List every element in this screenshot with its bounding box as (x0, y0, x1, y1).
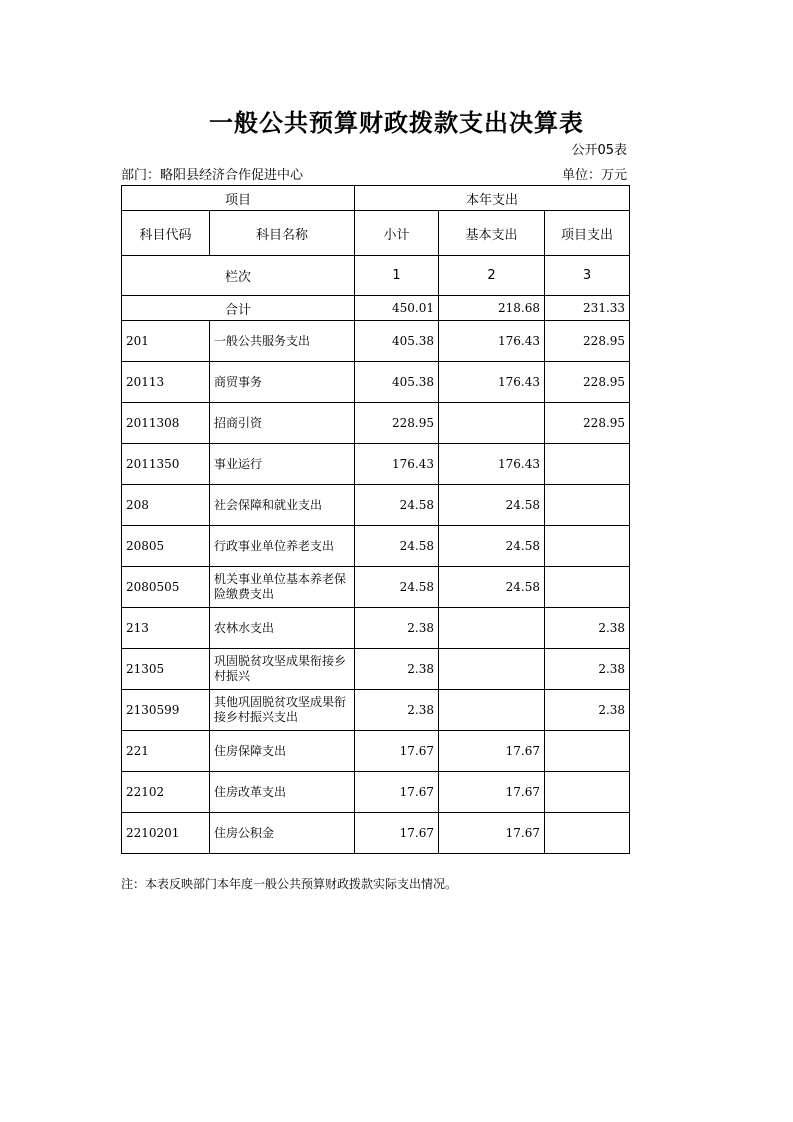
row-basic (439, 403, 545, 444)
budget-table (121, 185, 630, 854)
form-number: 公开05表 (571, 143, 627, 158)
row-basic (439, 690, 545, 731)
row-code: 2130599 (122, 690, 210, 731)
row-name: 农林水支出 (210, 608, 355, 649)
row-basic (439, 608, 545, 649)
column-number-2: 2 (439, 256, 545, 296)
row-basic: 17.67 (439, 813, 545, 854)
row-subtotal: 17.67 (355, 731, 439, 772)
column-number-3: 3 (545, 256, 630, 296)
table-row (122, 567, 630, 608)
table-row (122, 526, 630, 567)
header-row-1 (122, 186, 630, 211)
table-row (122, 690, 630, 731)
row-basic: 24.58 (439, 567, 545, 608)
row-project: 2.38 (545, 608, 630, 649)
row-subtotal: 17.67 (355, 813, 439, 854)
row-basic: 17.67 (439, 731, 545, 772)
row-project (545, 567, 630, 608)
row-project (545, 485, 630, 526)
total-project: 231.33 (545, 296, 630, 321)
header-current-year: 本年支出 (355, 186, 630, 211)
header-project: 项目支出 (545, 211, 630, 256)
table-row (122, 485, 630, 526)
row-basic: 17.67 (439, 772, 545, 813)
row-name: 住房保障支出 (210, 731, 355, 772)
total-subtotal: 450.01 (355, 296, 439, 321)
row-project: 228.95 (545, 321, 630, 362)
table-row (122, 321, 630, 362)
header-code: 科目代码 (122, 211, 210, 256)
row-code: 221 (122, 731, 210, 772)
header-row-2 (122, 211, 630, 256)
table-row (122, 403, 630, 444)
row-subtotal: 24.58 (355, 567, 439, 608)
table-row (122, 444, 630, 485)
column-number-1: 1 (355, 256, 439, 296)
row-code: 2011308 (122, 403, 210, 444)
row-code: 22102 (122, 772, 210, 813)
row-subtotal: 2.38 (355, 690, 439, 731)
table-row (122, 731, 630, 772)
table-row (122, 362, 630, 403)
row-basic: 24.58 (439, 526, 545, 567)
row-code: 20113 (122, 362, 210, 403)
row-subtotal: 405.38 (355, 362, 439, 403)
row-name: 行政事业单位养老支出 (210, 526, 355, 567)
page-title: 一般公共预算财政拨款支出决算表 (209, 109, 584, 137)
row-project: 228.95 (545, 362, 630, 403)
row-code: 2210201 (122, 813, 210, 854)
header-subtotal: 小计 (355, 211, 439, 256)
total-row (122, 296, 630, 321)
total-basic: 218.68 (439, 296, 545, 321)
table-row (122, 772, 630, 813)
row-name: 其他巩固脱贫攻坚成果衔接乡村振兴支出 (210, 690, 355, 731)
row-name: 商贸事务 (210, 362, 355, 403)
row-code: 201 (122, 321, 210, 362)
row-subtotal: 405.38 (355, 321, 439, 362)
row-project: 2.38 (545, 649, 630, 690)
row-code: 20805 (122, 526, 210, 567)
row-code: 2011350 (122, 444, 210, 485)
row-project (545, 731, 630, 772)
row-code: 2080505 (122, 567, 210, 608)
row-subtotal: 176.43 (355, 444, 439, 485)
row-name: 招商引资 (210, 403, 355, 444)
row-project (545, 813, 630, 854)
row-project (545, 526, 630, 567)
column-number-row (122, 256, 630, 296)
row-subtotal: 24.58 (355, 485, 439, 526)
row-name: 社会保障和就业支出 (210, 485, 355, 526)
row-name: 住房改革支出 (210, 772, 355, 813)
row-project (545, 444, 630, 485)
row-name: 住房公积金 (210, 813, 355, 854)
unit-label: 单位：万元 (561, 168, 627, 183)
row-code: 213 (122, 608, 210, 649)
row-basic (439, 649, 545, 690)
header-item: 项目 (122, 186, 355, 211)
header-name: 科目名称 (210, 211, 355, 256)
department-label: 部门：略阳县经济合作促进中心 (121, 168, 304, 183)
row-subtotal: 2.38 (355, 608, 439, 649)
row-code: 208 (122, 485, 210, 526)
total-label: 合计 (122, 296, 355, 321)
row-subtotal: 17.67 (355, 772, 439, 813)
row-basic: 176.43 (439, 362, 545, 403)
header-basic: 基本支出 (439, 211, 545, 256)
row-name: 巩固脱贫攻坚成果衔接乡村振兴 (210, 649, 355, 690)
column-number-label: 栏次 (122, 256, 355, 296)
row-subtotal: 24.58 (355, 526, 439, 567)
row-name: 一般公共服务支出 (210, 321, 355, 362)
row-name: 事业运行 (210, 444, 355, 485)
row-basic: 176.43 (439, 321, 545, 362)
row-project: 2.38 (545, 690, 630, 731)
table-row (122, 649, 630, 690)
footnote: 注：本表反映部门本年度一般公共预算财政拨款实际支出情况。 (121, 877, 458, 891)
row-project: 228.95 (545, 403, 630, 444)
row-code: 21305 (122, 649, 210, 690)
table-row (122, 608, 630, 649)
table-row (122, 813, 630, 854)
row-basic: 176.43 (439, 444, 545, 485)
row-subtotal: 228.95 (355, 403, 439, 444)
row-name: 机关事业单位基本养老保险缴费支出 (210, 567, 355, 608)
row-project (545, 772, 630, 813)
row-subtotal: 2.38 (355, 649, 439, 690)
row-basic: 24.58 (439, 485, 545, 526)
